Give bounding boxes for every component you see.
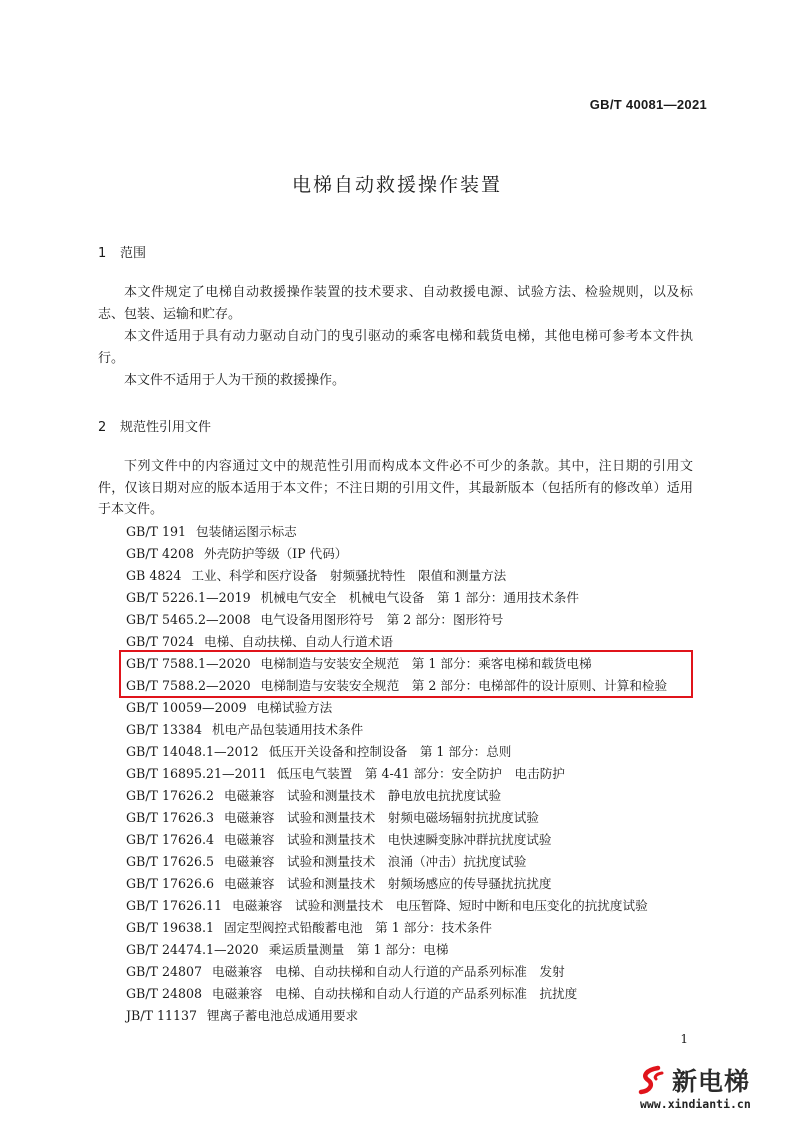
paragraph: 本文件不适用于人为干预的救援操作。: [124, 373, 346, 388]
section-title: 规范性引用文件: [120, 420, 212, 435]
page-number: 1: [680, 1032, 688, 1046]
reference-item: [126, 1005, 667, 1027]
reference-code: GB/T 24808: [126, 986, 203, 1001]
reference-title: 机械电气安全 机械电气设备 第 1 部分：通用技术条件: [260, 590, 579, 605]
reference-code: GB/T 7588.1—2020: [126, 656, 251, 671]
reference-code: GB/T 17626.3: [126, 810, 215, 825]
reference-title: 电梯试验方法: [256, 700, 333, 715]
reference-code: GB/T 13384: [126, 722, 203, 737]
reference-title: 电磁兼容 电梯、自动扶梯和自动人行道的产品系列标准 抗扰度: [212, 986, 578, 1001]
reference-item: [126, 785, 667, 807]
standard-code: GB/T 40081—2021: [589, 97, 707, 112]
document-title: 电梯自动救援操作装置: [291, 174, 502, 196]
paragraph: 下列文件中的内容通过文中的规范性引用而构成本文件必不可少的条款。其中，注日期的引用文件，仅该日期对应的版本适用于本文件；不注日期的引用文件，其最新版本（包括所有的修改单）适用于本文件。: [98, 459, 693, 517]
reference-title: 电梯制造与安装安全规范 第 2 部分：电梯部件的设计原则、计算和检验: [260, 678, 668, 693]
reference-title: 电磁兼容 试验和测量技术 射频电磁场辐射抗扰度试验: [224, 810, 539, 825]
elevator-swirl-logo-icon: [636, 1064, 668, 1096]
reference-title: 低压电气装置 第 4-41 部分：安全防护 电击防护: [276, 766, 565, 781]
reference-code: GB/T 10059—2009: [126, 700, 247, 715]
reference-code: GB/T 16895.21—2011: [126, 766, 267, 781]
reference-title: 固定型阀控式铅酸蓄电池 第 1 部分：技术条件: [224, 920, 492, 935]
reference-title: 电磁兼容 试验和测量技术 浪涌（冲击）抗扰度试验: [224, 854, 527, 869]
reference-item: [126, 917, 667, 939]
reference-item: [126, 983, 667, 1005]
reference-item: [126, 565, 667, 587]
reference-code: GB/T 14048.1—2012: [126, 744, 259, 759]
section-1-heading: [98, 242, 146, 261]
reference-title: 低压开关设备和控制设备 第 1 部分：总则: [268, 744, 512, 759]
reference-item: [126, 873, 667, 895]
section-title: 范围: [120, 246, 147, 261]
reference-title: 机电产品包装通用技术条件: [212, 722, 364, 737]
watermark: [634, 1060, 784, 1116]
reference-code: GB/T 24474.1—2020: [126, 942, 259, 957]
reference-item: [126, 763, 667, 785]
reference-item: [126, 521, 667, 543]
paragraph: 本文件适用于具有动力驱动自动门的曳引驱动的乘客电梯和载货电梯，其他电梯可参考本文件执行。: [98, 329, 693, 366]
reference-title: 工业、科学和医疗设备 射频骚扰特性 限值和测量方法: [191, 568, 507, 583]
reference-code: GB/T 5465.2—2008: [126, 612, 251, 627]
reference-item: [126, 697, 667, 719]
watermark-url: www.xindianti.cn: [640, 1097, 751, 1111]
reference-code: GB/T 17626.11: [126, 898, 223, 913]
reference-code: GB/T 4208: [126, 546, 195, 561]
reference-item: [126, 807, 667, 829]
reference-code: GB/T 191: [126, 524, 186, 539]
reference-code: GB/T 19638.1: [126, 920, 215, 935]
reference-item: [126, 543, 667, 565]
reference-title: 电磁兼容 试验和测量技术 电压暂降、短时中断和电压变化的抗扰度试验: [232, 898, 648, 913]
reference-code: JB/T 11137: [126, 1008, 198, 1023]
reference-code: GB/T 17626.2: [126, 788, 215, 803]
paragraph: 本文件规定了电梯自动救援操作装置的技术要求、自动救援电源、试验方法、检验规则，以及标志、包装、运输和贮存。: [98, 285, 693, 322]
reference-item: [126, 609, 667, 631]
reference-item: [126, 939, 667, 961]
reference-code: GB 4824: [126, 568, 182, 583]
reference-code: GB/T 17626.6: [126, 876, 215, 891]
reference-title: 电磁兼容 试验和测量技术 电快速瞬变脉冲群抗扰度试验: [224, 832, 552, 847]
reference-title: 锂离子蓄电池总成通用要求: [207, 1008, 359, 1023]
reference-item: [126, 829, 667, 851]
highlight-box: [119, 650, 693, 698]
reference-title: 电磁兼容 试验和测量技术 静电放电抗扰度试验: [224, 788, 502, 803]
watermark-name: 新电梯: [672, 1067, 751, 1096]
reference-code: GB/T 7024: [126, 634, 195, 649]
reference-item: [126, 719, 667, 741]
section-number: 1: [98, 246, 107, 261]
reference-code: GB/T 17626.5: [126, 854, 215, 869]
section-number: 2: [98, 420, 107, 435]
reference-title: 乘运质量测量 第 1 部分：电梯: [268, 942, 449, 957]
reference-title: 电梯、自动扶梯、自动人行道术语: [204, 634, 393, 649]
reference-code: GB/T 7588.2—2020: [126, 678, 251, 693]
reference-item: [126, 851, 667, 873]
reference-code: GB/T 24807: [126, 964, 203, 979]
reference-title: 外壳防护等级（IP 代码）: [204, 546, 348, 561]
reference-title: 电梯制造与安装安全规范 第 1 部分：乘客电梯和载货电梯: [260, 656, 592, 671]
reference-title: 包装储运图示标志: [196, 524, 297, 539]
section-2-heading: [98, 416, 211, 435]
reference-item: [126, 961, 667, 983]
reference-code: GB/T 17626.4: [126, 832, 215, 847]
reference-item: [126, 895, 667, 917]
reference-title: 电气设备用图形符号 第 2 部分：图形符号: [260, 612, 504, 627]
reference-title: 电磁兼容 电梯、自动扶梯和自动人行道的产品系列标准 发射: [212, 964, 565, 979]
reference-list: [126, 521, 667, 1027]
reference-title: 电磁兼容 试验和测量技术 射频场感应的传导骚扰抗扰度: [224, 876, 552, 891]
reference-item: [126, 587, 667, 609]
reference-code: GB/T 5226.1—2019: [126, 590, 251, 605]
reference-item: [126, 741, 667, 763]
